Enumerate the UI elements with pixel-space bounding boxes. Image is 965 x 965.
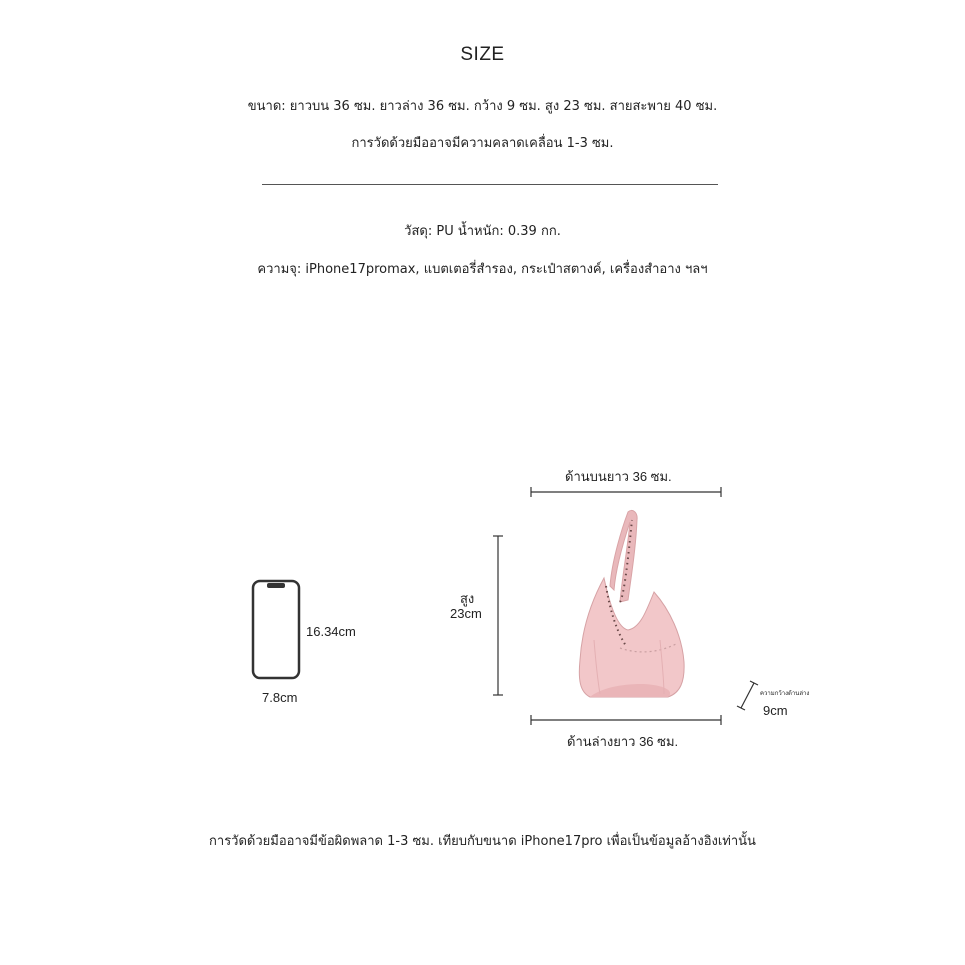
capacity-description: ความจุ: iPhone17promax, แบตเตอรี่สำรอง, กระเป๋าสตางค์, เครื่องสำอาง ฯลฯ	[257, 262, 708, 277]
depth-caption: ความกว้างด้านล่าง	[760, 690, 810, 697]
bottom-width-arrow	[531, 715, 721, 725]
depth-label: 9cm	[763, 703, 788, 718]
bag-image	[579, 510, 684, 697]
phone-icon	[253, 581, 299, 678]
phone-width-label: 7.8cm	[262, 690, 298, 705]
bottom-width-label: ด้านล่างยาว 36 ซม.	[567, 734, 679, 749]
footer-note: การวัดด้วยมืออาจมีข้อผิดพลาด 1-3 ซม. เทียบกับขนาด iPhone17pro เพื่อเป็นข้อมูลอ้างอิงเท่านั้น	[209, 834, 756, 849]
height-label-cm: 23cm	[450, 606, 482, 621]
height-arrow	[493, 536, 503, 695]
height-label-thai: สูง	[460, 591, 475, 606]
phone-height-label: 16.34cm	[306, 624, 356, 639]
material-weight: วัสดุ: PU น้ำหนัก: 0.39 กก.	[404, 224, 561, 239]
depth-arrow	[737, 681, 758, 710]
measurement-note: การวัดด้วยมืออาจมีความคลาดเคลื่อน 1-3 ซม.	[351, 136, 614, 151]
page-title: SIZE	[460, 44, 505, 65]
top-width-arrow	[531, 487, 721, 497]
top-width-label: ด้านบนยาว 36 ซม.	[565, 469, 672, 484]
size-description: ขนาด: ยาวบน 36 ซม. ยาวล่าง 36 ซม. กว้าง 9 ซม. สูง 23 ซม. สายสะพาย 40 ซม.	[247, 99, 718, 114]
